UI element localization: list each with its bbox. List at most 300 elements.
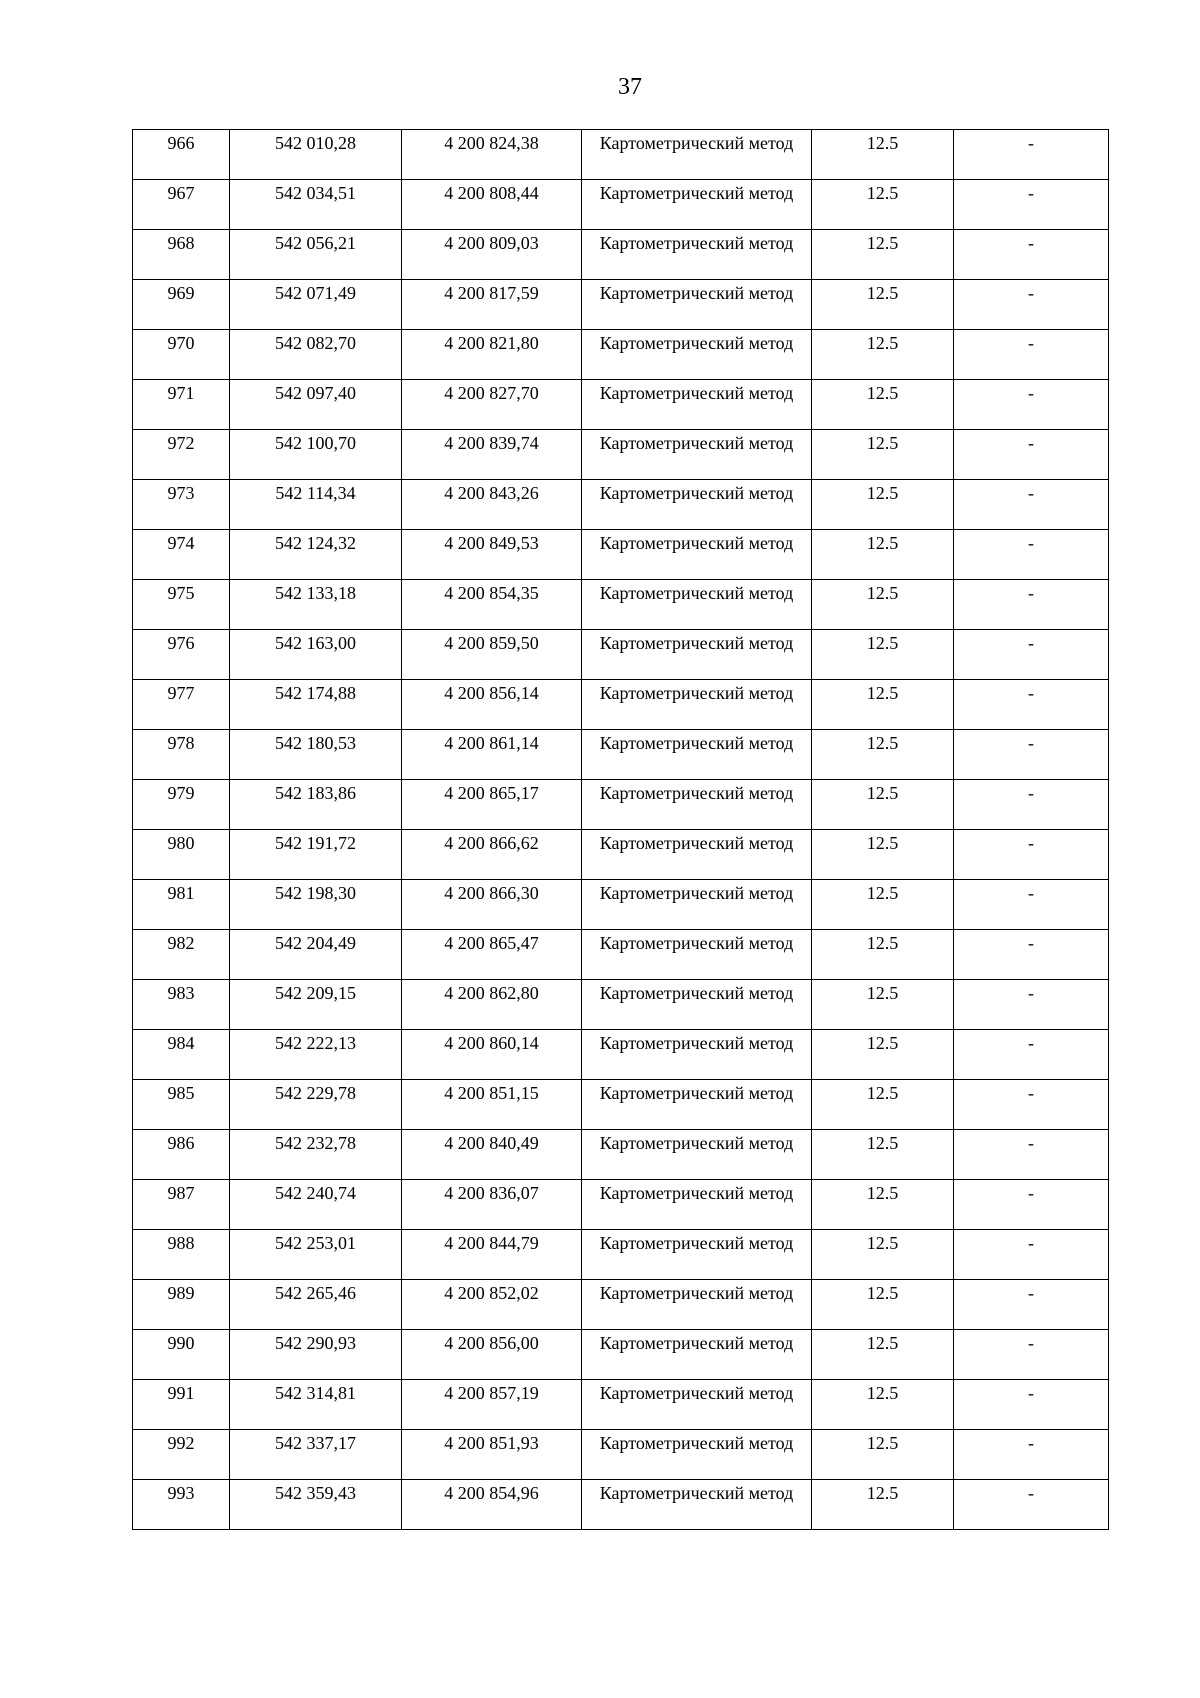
- accuracy-cell-text: 12.5: [866, 983, 899, 1003]
- x-coordinate-cell-text: 542 191,72: [275, 833, 356, 853]
- table-row: [133, 380, 1109, 430]
- method-cell-text: Картометрический метод: [599, 633, 794, 653]
- accuracy-cell: [812, 1380, 954, 1430]
- point-number-cell: [133, 180, 230, 230]
- point-number-cell-text: 972: [167, 433, 195, 453]
- note-cell-text: -: [1028, 1383, 1034, 1403]
- y-coordinate-cell: [402, 930, 582, 980]
- note-cell-text: -: [1028, 1183, 1034, 1203]
- method-cell-text: Картометрический метод: [599, 433, 794, 453]
- y-coordinate-cell: [402, 630, 582, 680]
- point-number-cell-text: 982: [167, 933, 195, 953]
- accuracy-cell-text: 12.5: [866, 1083, 899, 1103]
- point-number-cell: [133, 980, 230, 1030]
- table-row: [133, 980, 1109, 1030]
- method-cell: [582, 1430, 812, 1480]
- method-cell-text: Картометрический метод: [599, 883, 794, 903]
- accuracy-cell-text: 12.5: [866, 733, 899, 753]
- table-row: [133, 930, 1109, 980]
- method-cell-text: Картометрический метод: [599, 733, 794, 753]
- note-cell: [954, 130, 1109, 180]
- y-coordinate-cell-text: 4 200 861,14: [444, 733, 539, 753]
- accuracy-cell-text: 12.5: [866, 1233, 899, 1253]
- method-cell: [582, 780, 812, 830]
- y-coordinate-cell-text: 4 200 808,44: [444, 183, 539, 203]
- x-coordinate-cell: [230, 780, 402, 830]
- method-cell-text: Картометрический метод: [599, 283, 794, 303]
- x-coordinate-cell: [230, 1130, 402, 1180]
- y-coordinate-cell-text: 4 200 852,02: [444, 1283, 539, 1303]
- x-coordinate-cell: [230, 130, 402, 180]
- x-coordinate-cell-text: 542 204,49: [275, 933, 356, 953]
- point-number-cell: [133, 1080, 230, 1130]
- x-coordinate-cell-text: 542 265,46: [275, 1283, 356, 1303]
- table-row: [133, 1380, 1109, 1430]
- accuracy-cell-text: 12.5: [866, 133, 899, 153]
- accuracy-cell: [812, 1280, 954, 1330]
- accuracy-cell: [812, 230, 954, 280]
- method-cell-text: Картометрический метод: [599, 1233, 794, 1253]
- y-coordinate-cell-text: 4 200 840,49: [444, 1133, 539, 1153]
- y-coordinate-cell: [402, 1480, 582, 1530]
- x-coordinate-cell: [230, 580, 402, 630]
- method-cell: [582, 630, 812, 680]
- y-coordinate-cell: [402, 130, 582, 180]
- table-row: [133, 1080, 1109, 1130]
- x-coordinate-cell: [230, 1380, 402, 1430]
- y-coordinate-cell-text: 4 200 824,38: [444, 133, 539, 153]
- note-cell: [954, 680, 1109, 730]
- point-number-cell-text: 990: [167, 1333, 195, 1353]
- accuracy-cell-text: 12.5: [866, 1333, 899, 1353]
- x-coordinate-cell-text: 542 183,86: [275, 783, 356, 803]
- table-row: [133, 1430, 1109, 1480]
- method-cell: [582, 1030, 812, 1080]
- note-cell: [954, 1430, 1109, 1480]
- point-number-cell: [133, 1380, 230, 1430]
- method-cell: [582, 730, 812, 780]
- x-coordinate-cell-text: 542 034,51: [275, 183, 356, 203]
- method-cell: [582, 530, 812, 580]
- method-cell: [582, 1080, 812, 1130]
- y-coordinate-cell-text: 4 200 866,30: [444, 883, 539, 903]
- note-cell: [954, 380, 1109, 430]
- y-coordinate-cell: [402, 830, 582, 880]
- y-coordinate-cell: [402, 430, 582, 480]
- point-number-cell-text: 973: [167, 483, 195, 503]
- x-coordinate-cell-text: 542 082,70: [275, 333, 356, 353]
- point-number-cell-text: 983: [167, 983, 195, 1003]
- x-coordinate-cell: [230, 1080, 402, 1130]
- method-cell: [582, 830, 812, 880]
- point-number-cell-text: 970: [167, 333, 195, 353]
- note-cell-text: -: [1028, 1083, 1034, 1103]
- note-cell-text: -: [1028, 283, 1034, 303]
- method-cell-text: Картометрический метод: [599, 933, 794, 953]
- accuracy-cell: [812, 780, 954, 830]
- accuracy-cell-text: 12.5: [866, 483, 899, 503]
- accuracy-cell: [812, 380, 954, 430]
- x-coordinate-cell-text: 542 359,43: [275, 1483, 356, 1503]
- x-coordinate-cell-text: 542 097,40: [275, 383, 356, 403]
- accuracy-cell-text: 12.5: [866, 183, 899, 203]
- accuracy-cell-text: 12.5: [866, 433, 899, 453]
- accuracy-cell: [812, 330, 954, 380]
- point-number-cell-text: 976: [167, 633, 195, 653]
- method-cell-text: Картометрический метод: [599, 1183, 794, 1203]
- table-row: [133, 1280, 1109, 1330]
- point-number-cell: [133, 380, 230, 430]
- y-coordinate-cell-text: 4 200 856,00: [444, 1333, 539, 1353]
- accuracy-cell-text: 12.5: [866, 783, 899, 803]
- note-cell-text: -: [1028, 233, 1034, 253]
- accuracy-cell: [812, 430, 954, 480]
- point-number-cell-text: 978: [167, 733, 195, 753]
- method-cell-text: Картометрический метод: [599, 983, 794, 1003]
- point-number-cell-text: 967: [167, 183, 195, 203]
- note-cell: [954, 780, 1109, 830]
- y-coordinate-cell-text: 4 200 851,15: [444, 1083, 539, 1103]
- note-cell: [954, 580, 1109, 630]
- method-cell-text: Картометрический метод: [599, 383, 794, 403]
- y-coordinate-cell-text: 4 200 866,62: [444, 833, 539, 853]
- y-coordinate-cell-text: 4 200 865,47: [444, 933, 539, 953]
- note-cell: [954, 830, 1109, 880]
- point-number-cell: [133, 1430, 230, 1480]
- accuracy-cell-text: 12.5: [866, 1383, 899, 1403]
- x-coordinate-cell-text: 542 114,34: [275, 483, 356, 503]
- point-number-cell-text: 969: [167, 283, 195, 303]
- coordinates-table-body: [133, 130, 1109, 1530]
- x-coordinate-cell-text: 542 232,78: [275, 1133, 356, 1153]
- point-number-cell: [133, 1330, 230, 1380]
- note-cell: [954, 880, 1109, 930]
- accuracy-cell-text: 12.5: [866, 1433, 899, 1453]
- point-number-cell: [133, 280, 230, 330]
- x-coordinate-cell-text: 542 240,74: [275, 1183, 356, 1203]
- note-cell-text: -: [1028, 833, 1034, 853]
- note-cell-text: -: [1028, 1433, 1034, 1453]
- accuracy-cell-text: 12.5: [866, 283, 899, 303]
- point-number-cell-text: 992: [167, 1433, 195, 1453]
- x-coordinate-cell-text: 542 209,15: [275, 983, 356, 1003]
- accuracy-cell: [812, 1330, 954, 1380]
- note-cell-text: -: [1028, 133, 1034, 153]
- accuracy-cell-text: 12.5: [866, 833, 899, 853]
- note-cell-text: -: [1028, 933, 1034, 953]
- accuracy-cell-text: 12.5: [866, 233, 899, 253]
- y-coordinate-cell: [402, 330, 582, 380]
- point-number-cell: [133, 1180, 230, 1230]
- point-number-cell-text: 988: [167, 1233, 195, 1253]
- accuracy-cell-text: 12.5: [866, 1133, 899, 1153]
- table-row: [133, 130, 1109, 180]
- note-cell: [954, 280, 1109, 330]
- table-row: [133, 880, 1109, 930]
- table-row: [133, 580, 1109, 630]
- y-coordinate-cell: [402, 980, 582, 1030]
- y-coordinate-cell: [402, 880, 582, 930]
- y-coordinate-cell: [402, 1230, 582, 1280]
- point-number-cell: [133, 130, 230, 180]
- x-coordinate-cell: [230, 930, 402, 980]
- table-row: [133, 1330, 1109, 1380]
- table-row: [133, 780, 1109, 830]
- note-cell: [954, 1180, 1109, 1230]
- accuracy-cell: [812, 580, 954, 630]
- method-cell: [582, 880, 812, 930]
- note-cell-text: -: [1028, 733, 1034, 753]
- accuracy-cell-text: 12.5: [866, 1483, 899, 1503]
- y-coordinate-cell-text: 4 200 843,26: [444, 483, 539, 503]
- point-number-cell-text: 977: [167, 683, 195, 703]
- y-coordinate-cell: [402, 230, 582, 280]
- x-coordinate-cell-text: 542 010,28: [275, 133, 356, 153]
- note-cell: [954, 230, 1109, 280]
- point-number-cell-text: 971: [167, 383, 195, 403]
- method-cell: [582, 1230, 812, 1280]
- x-coordinate-cell: [230, 880, 402, 930]
- x-coordinate-cell: [230, 180, 402, 230]
- note-cell-text: -: [1028, 983, 1034, 1003]
- point-number-cell: [133, 730, 230, 780]
- y-coordinate-cell: [402, 1030, 582, 1080]
- x-coordinate-cell-text: 542 100,70: [275, 433, 356, 453]
- accuracy-cell: [812, 1480, 954, 1530]
- x-coordinate-cell-text: 542 222,13: [275, 1033, 356, 1053]
- point-number-cell-text: 968: [167, 233, 195, 253]
- note-cell-text: -: [1028, 433, 1034, 453]
- point-number-cell: [133, 630, 230, 680]
- accuracy-cell: [812, 980, 954, 1030]
- note-cell: [954, 730, 1109, 780]
- accuracy-cell: [812, 1030, 954, 1080]
- x-coordinate-cell: [230, 1480, 402, 1530]
- method-cell: [582, 280, 812, 330]
- accuracy-cell-text: 12.5: [866, 1183, 899, 1203]
- x-coordinate-cell: [230, 430, 402, 480]
- point-number-cell: [133, 430, 230, 480]
- table-row: [133, 330, 1109, 380]
- note-cell: [954, 1480, 1109, 1530]
- x-coordinate-cell: [230, 680, 402, 730]
- note-cell-text: -: [1028, 883, 1034, 903]
- y-coordinate-cell: [402, 1330, 582, 1380]
- x-coordinate-cell: [230, 480, 402, 530]
- accuracy-cell: [812, 1180, 954, 1230]
- method-cell-text: Картометрический метод: [599, 1383, 794, 1403]
- point-number-cell: [133, 1230, 230, 1280]
- note-cell-text: -: [1028, 583, 1034, 603]
- method-cell: [582, 480, 812, 530]
- accuracy-cell: [812, 680, 954, 730]
- y-coordinate-cell: [402, 1280, 582, 1330]
- x-coordinate-cell-text: 542 198,30: [275, 883, 356, 903]
- method-cell-text: Картометрический метод: [599, 133, 794, 153]
- method-cell: [582, 680, 812, 730]
- accuracy-cell-text: 12.5: [866, 933, 899, 953]
- x-coordinate-cell: [230, 630, 402, 680]
- y-coordinate-cell: [402, 280, 582, 330]
- accuracy-cell: [812, 1230, 954, 1280]
- accuracy-cell: [812, 530, 954, 580]
- y-coordinate-cell-text: 4 200 827,70: [444, 383, 539, 403]
- method-cell-text: Картометрический метод: [599, 233, 794, 253]
- y-coordinate-cell: [402, 480, 582, 530]
- x-coordinate-cell: [230, 730, 402, 780]
- x-coordinate-cell: [230, 1430, 402, 1480]
- method-cell-text: Картометрический метод: [599, 1483, 794, 1503]
- method-cell-text: Картометрический метод: [599, 1083, 794, 1103]
- note-cell: [954, 1330, 1109, 1380]
- y-coordinate-cell-text: 4 200 844,79: [444, 1233, 539, 1253]
- x-coordinate-cell-text: 542 133,18: [275, 583, 356, 603]
- note-cell-text: -: [1028, 1033, 1034, 1053]
- accuracy-cell: [812, 730, 954, 780]
- note-cell-text: -: [1028, 183, 1034, 203]
- y-coordinate-cell: [402, 780, 582, 830]
- point-number-cell-text: 974: [167, 533, 195, 553]
- coordinates-table: [132, 129, 1109, 1530]
- table-row: [133, 830, 1109, 880]
- table-row: [133, 1480, 1109, 1530]
- y-coordinate-cell-text: 4 200 851,93: [444, 1433, 539, 1453]
- table-row: [133, 1030, 1109, 1080]
- y-coordinate-cell: [402, 1080, 582, 1130]
- note-cell-text: -: [1028, 533, 1034, 553]
- point-number-cell-text: 989: [167, 1283, 195, 1303]
- note-cell-text: -: [1028, 483, 1034, 503]
- point-number-cell-text: 981: [167, 883, 195, 903]
- accuracy-cell: [812, 1430, 954, 1480]
- method-cell: [582, 1480, 812, 1530]
- point-number-cell-text: 984: [167, 1033, 195, 1053]
- y-coordinate-cell-text: 4 200 817,59: [444, 283, 539, 303]
- method-cell-text: Картометрический метод: [599, 783, 794, 803]
- x-coordinate-cell-text: 542 253,01: [275, 1233, 356, 1253]
- method-cell: [582, 1330, 812, 1380]
- accuracy-cell: [812, 180, 954, 230]
- method-cell-text: Картометрический метод: [599, 333, 794, 353]
- x-coordinate-cell-text: 542 124,32: [275, 533, 356, 553]
- table-row: [133, 430, 1109, 480]
- y-coordinate-cell: [402, 1430, 582, 1480]
- table-row: [133, 280, 1109, 330]
- x-coordinate-cell: [230, 1030, 402, 1080]
- x-coordinate-cell: [230, 380, 402, 430]
- method-cell: [582, 180, 812, 230]
- point-number-cell-text: 966: [167, 133, 195, 153]
- note-cell-text: -: [1028, 383, 1034, 403]
- x-coordinate-cell: [230, 830, 402, 880]
- accuracy-cell-text: 12.5: [866, 383, 899, 403]
- method-cell: [582, 1180, 812, 1230]
- x-coordinate-cell: [230, 1330, 402, 1380]
- accuracy-cell: [812, 1130, 954, 1180]
- point-number-cell: [133, 1130, 230, 1180]
- accuracy-cell-text: 12.5: [866, 583, 899, 603]
- point-number-cell-text: 985: [167, 1083, 195, 1103]
- y-coordinate-cell: [402, 680, 582, 730]
- method-cell: [582, 930, 812, 980]
- accuracy-cell-text: 12.5: [866, 533, 899, 553]
- x-coordinate-cell: [230, 280, 402, 330]
- method-cell-text: Картометрический метод: [599, 683, 794, 703]
- point-number-cell-text: 986: [167, 1133, 195, 1153]
- method-cell: [582, 1130, 812, 1180]
- y-coordinate-cell-text: 4 200 862,80: [444, 983, 539, 1003]
- note-cell: [954, 930, 1109, 980]
- note-cell-text: -: [1028, 1133, 1034, 1153]
- y-coordinate-cell-text: 4 200 839,74: [444, 433, 539, 453]
- point-number-cell: [133, 680, 230, 730]
- accuracy-cell: [812, 480, 954, 530]
- note-cell: [954, 530, 1109, 580]
- note-cell-text: -: [1028, 1233, 1034, 1253]
- x-coordinate-cell: [230, 1230, 402, 1280]
- accuracy-cell-text: 12.5: [866, 1033, 899, 1053]
- y-coordinate-cell-text: 4 200 854,96: [444, 1483, 539, 1503]
- y-coordinate-cell-text: 4 200 849,53: [444, 533, 539, 553]
- table-row: [133, 1180, 1109, 1230]
- note-cell: [954, 630, 1109, 680]
- y-coordinate-cell-text: 4 200 859,50: [444, 633, 539, 653]
- method-cell: [582, 1380, 812, 1430]
- accuracy-cell-text: 12.5: [866, 633, 899, 653]
- method-cell: [582, 980, 812, 1030]
- y-coordinate-cell: [402, 1380, 582, 1430]
- y-coordinate-cell-text: 4 200 836,07: [444, 1183, 539, 1203]
- method-cell-text: Картометрический метод: [599, 183, 794, 203]
- note-cell: [954, 1080, 1109, 1130]
- method-cell: [582, 580, 812, 630]
- method-cell: [582, 130, 812, 180]
- x-coordinate-cell: [230, 980, 402, 1030]
- method-cell: [582, 330, 812, 380]
- accuracy-cell: [812, 880, 954, 930]
- note-cell-text: -: [1028, 683, 1034, 703]
- point-number-cell: [133, 330, 230, 380]
- method-cell-text: Картометрический метод: [599, 1033, 794, 1053]
- y-coordinate-cell-text: 4 200 865,17: [444, 783, 539, 803]
- method-cell-text: Картометрический метод: [599, 533, 794, 553]
- note-cell: [954, 1380, 1109, 1430]
- method-cell: [582, 230, 812, 280]
- point-number-cell-text: 991: [167, 1383, 195, 1403]
- x-coordinate-cell-text: 542 056,21: [275, 233, 356, 253]
- y-coordinate-cell: [402, 380, 582, 430]
- method-cell-text: Картометрический метод: [599, 483, 794, 503]
- accuracy-cell-text: 12.5: [866, 333, 899, 353]
- x-coordinate-cell: [230, 330, 402, 380]
- accuracy-cell: [812, 630, 954, 680]
- accuracy-cell: [812, 830, 954, 880]
- table-row: [133, 730, 1109, 780]
- point-number-cell-text: 987: [167, 1183, 195, 1203]
- point-number-cell: [133, 1280, 230, 1330]
- point-number-cell: [133, 1030, 230, 1080]
- y-coordinate-cell: [402, 180, 582, 230]
- accuracy-cell: [812, 1080, 954, 1130]
- x-coordinate-cell-text: 542 337,17: [275, 1433, 356, 1453]
- method-cell-text: Картометрический метод: [599, 1133, 794, 1153]
- point-number-cell: [133, 580, 230, 630]
- note-cell: [954, 1030, 1109, 1080]
- note-cell: [954, 1280, 1109, 1330]
- y-coordinate-cell: [402, 1180, 582, 1230]
- table-row: [133, 480, 1109, 530]
- method-cell-text: Картометрический метод: [599, 1333, 794, 1353]
